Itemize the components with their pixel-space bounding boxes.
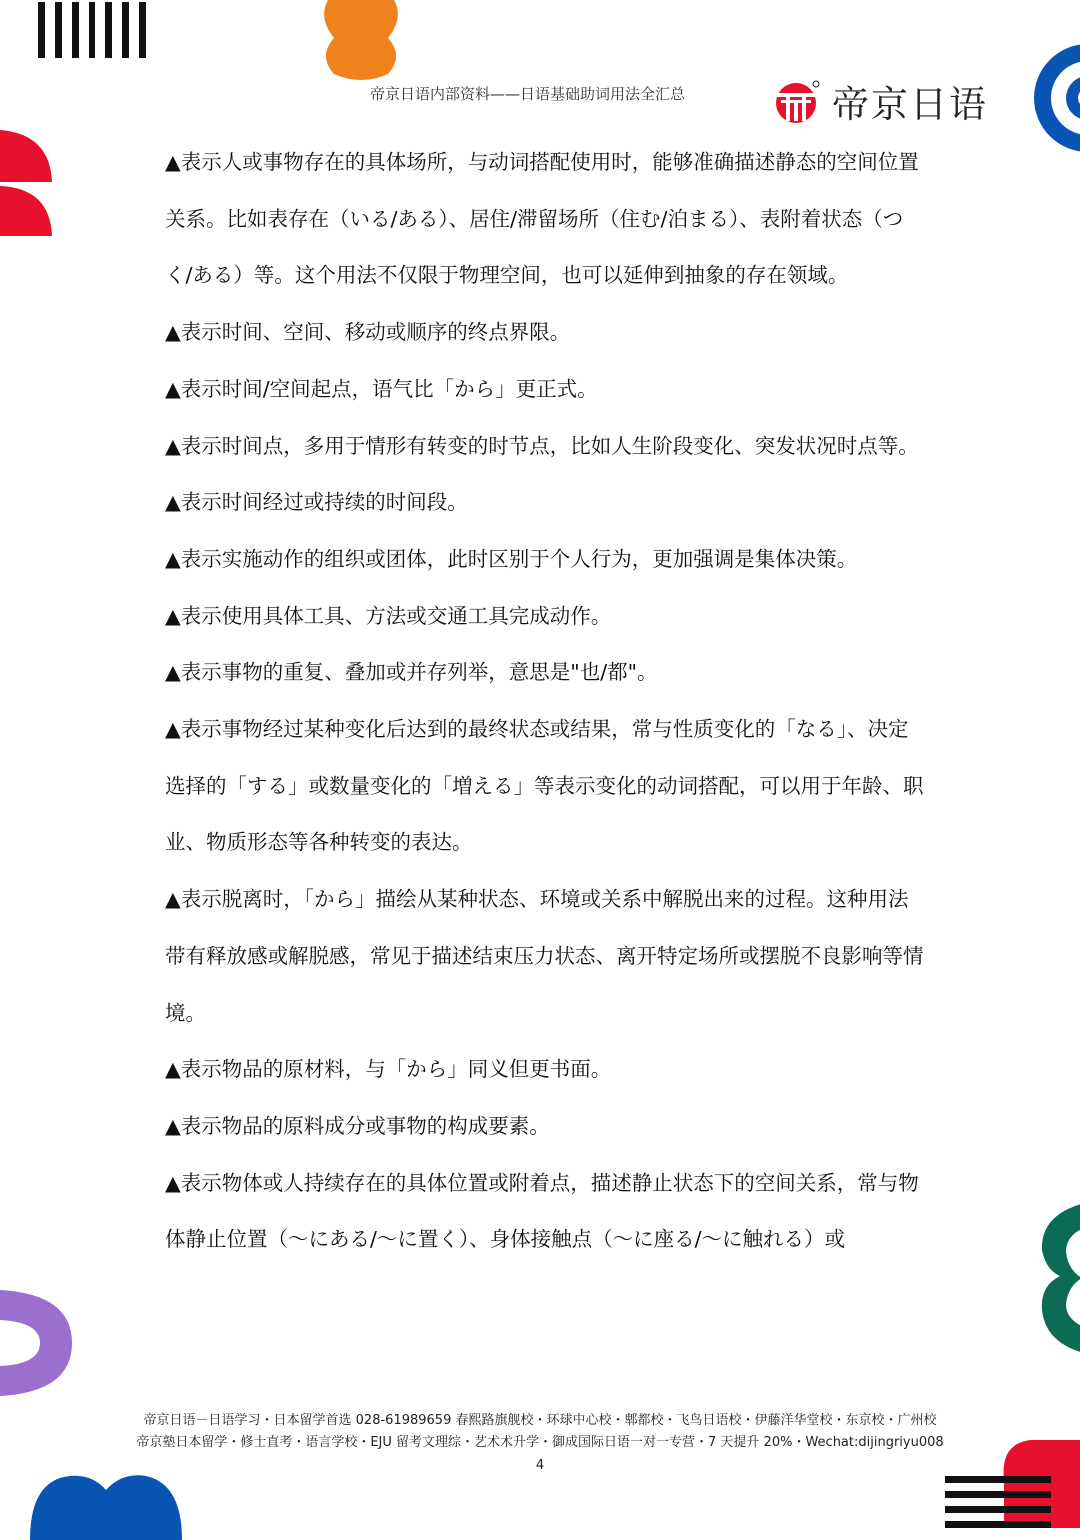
paragraph: ▲表示物体或人持续存在的具体位置或附着点，描述静止状态下的空间关系，常与物体静止位置（～にある/～に置く）、身体接触点（～に座る/～に触れる）或 xyxy=(165,1170,919,1252)
paragraph: ▲表示事物经过某种变化后达到的最终状态或结果，常与性质变化的「なる」、决定选择的「する」或数量变化的「増える」等表示变化的动词搭配，可以用于年龄、职业、物质形态等各种转变的表达。 xyxy=(165,717,924,855)
torii-gate-logo-icon xyxy=(772,79,820,123)
paragraph: ▲表示时间点，多用于情形有转变的时节点，比如人生阶段变化、突发状况时点等。 xyxy=(165,433,919,458)
brand-logo xyxy=(772,74,988,128)
paragraph: ▲表示时间经过或持续的时间段。 xyxy=(165,490,468,515)
decorative-red-shape xyxy=(0,130,52,236)
document-body xyxy=(165,134,925,1268)
decorative-green-shape xyxy=(1038,1200,1080,1356)
footer-services-line: 帝京塾日本留学・修士直考・语言学校・EJU 留考文理综・艺术术升学・御成国际日语一对一专营・7 天提升 20%・Wechat:dijingriyu008 xyxy=(136,1435,944,1450)
paragraph: ▲表示使用具体工具、方法或交通工具完成动作。 xyxy=(165,603,612,628)
paragraph: ▲表示时间/空间起点，语气比「から」更正式。 xyxy=(165,376,598,401)
decorative-orange-shape xyxy=(322,0,400,80)
paragraph: ▲表示事物的重复、叠加或并存列举，意思是"也/都"。 xyxy=(165,660,658,685)
paragraph: ▲表示物品的原材料，与「から」同义但更书面。 xyxy=(165,1057,612,1082)
paragraph: ▲表示脱离时，「から」描绘从某种状态、环境或关系中解脱出来的过程。这种用法带有释放感或解脱感，常见于描述结束压力状态、离开特定场所或摆脱不良影响等情境。 xyxy=(165,887,924,1025)
paragraph: ▲表示物品的原料成分或事物的构成要素。 xyxy=(165,1113,550,1138)
page-footer xyxy=(0,1410,1080,1477)
footer-contact-line: 帝京日语－日语学习・日本留学首选 028-61989659 春熙路旗舰校・环球中心校・郫都校・飞鸟日语校・伊藤洋华堂校・东京校・广州校 xyxy=(143,1413,937,1428)
paragraph: ▲表示人或事物存在的具体场所，与动词搭配使用时，能够准确描述静态的空间位置关系。比如表存在（いる/ある）、居住/滞留场所（住む/泊まる）、表附着状态（つく/ある）等。这个用法不仅限于物理空间，也可以延伸到抽象的存在领域。 xyxy=(165,150,919,288)
paragraph: ▲表示时间、空间、移动或顺序的终点界限。 xyxy=(165,320,571,345)
decorative-blue-cloud xyxy=(30,1470,182,1540)
header-subtitle: 帝京日语内部资料——日语基础助词用法全汇总 xyxy=(370,85,686,103)
brand-name: 帝京日语 xyxy=(832,83,988,126)
decorative-black-bars xyxy=(38,2,146,58)
decorative-purple-shape xyxy=(0,1290,72,1396)
decorative-black-lines xyxy=(945,1476,1051,1528)
paragraph: ▲表示实施动作的组织或团体，此时区别于个人行为，更加强调是集体决策。 xyxy=(165,546,858,571)
page-number: 4 xyxy=(535,1458,545,1473)
decorative-blue-ring xyxy=(1028,38,1080,158)
